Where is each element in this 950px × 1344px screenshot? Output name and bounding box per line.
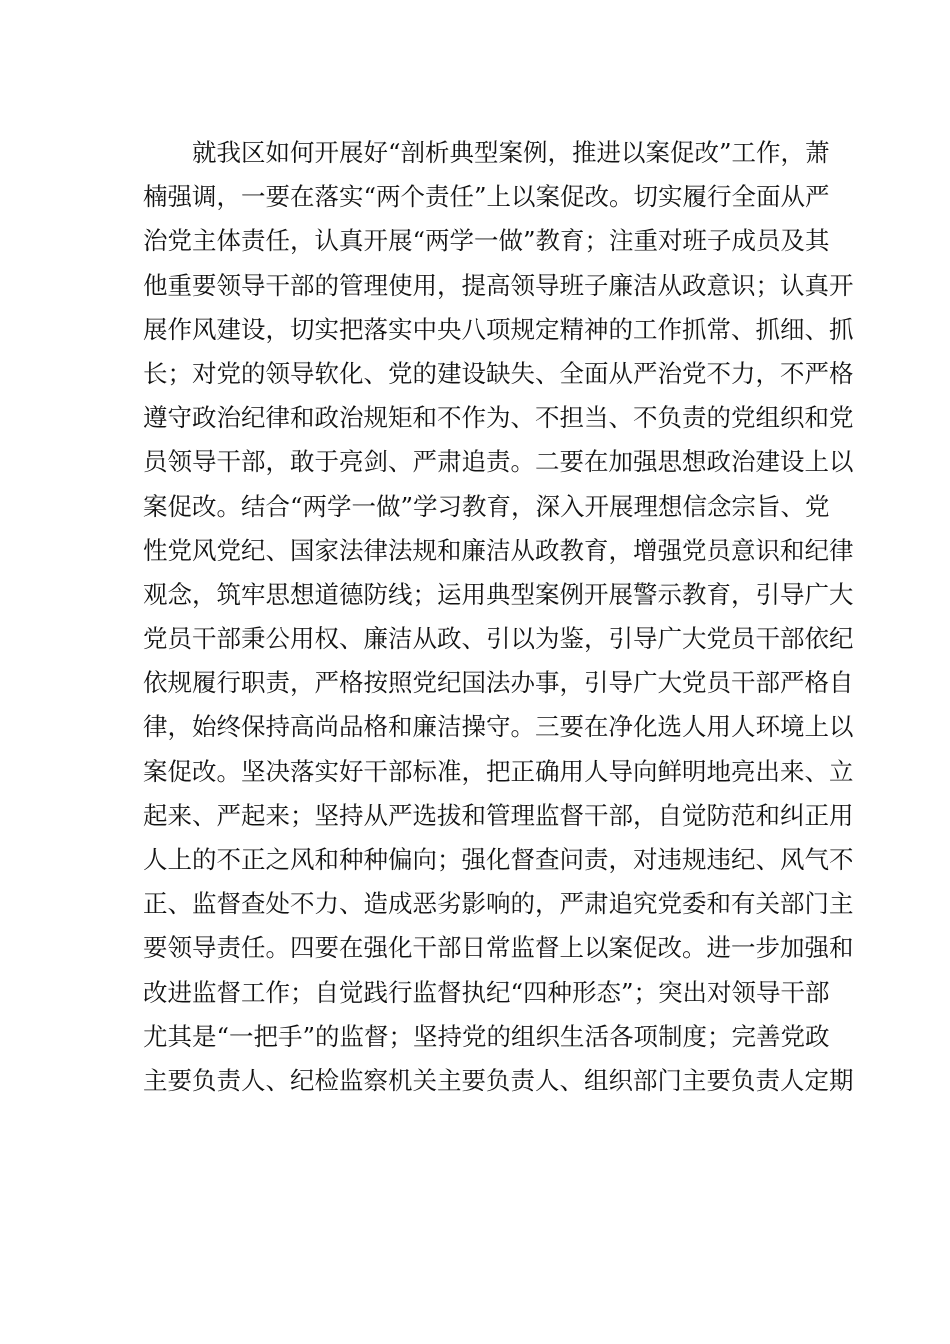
text-line: 性党风党纪、国家法律法规和廉洁从政教育，增强党员意识和纪律: [143, 535, 854, 565]
text-line: 人上的不正之风和种种偏向；强化督查问责，对违规违纪、风气不: [143, 845, 854, 874]
text-line: 党员干部秉公用权、廉洁从政、引以为鉴，引导广大党员干部依纪: [143, 624, 854, 654]
text-line: 正、监督查处不力、造成恶劣影响的，严肃追究党委和有关部门主: [143, 889, 854, 919]
text-line: 治党主体责任，认真开展“两学一做”教育；注重对班子成员及其: [143, 226, 830, 256]
text-line: 尤其是“一把手”的监督；坚持党的组织生活各项制度；完善党政: [143, 1021, 830, 1051]
text-line: 律，始终保持高尚品格和廉洁操守。三要在净化选人用人环境上以: [143, 712, 854, 742]
text-line: 起来、严起来；坚持从严选拔和管理监督干部，自觉防范和纠正用: [143, 800, 854, 830]
text-line: 遵守政治纪律和政治规矩和不作为、不担当、不负责的党组织和党: [143, 403, 854, 433]
text-line: 就我区如何开展好“剖析典型案例，推进以案促改”工作，萧: [192, 138, 830, 167]
text-line: 楠强调，一要在落实“两个责任”上以案促改。切实履行全面从严: [143, 182, 830, 212]
text-line: 长；对党的领导软化、党的建设缺失、全面从严治党不力，不严格: [143, 358, 854, 388]
text-line: 观念，筑牢思想道德防线；运用典型案例开展警示教育，引导广大: [143, 579, 854, 609]
text-line: 依规履行职责，严格按照党纪国法办事，引导广大党员干部严格自: [143, 668, 854, 698]
text-line: 案促改。坚决落实好干部标准，把正确用人导向鲜明地亮出来、立: [143, 756, 854, 786]
body-paragraph: [143, 131, 854, 1103]
text-line: 案促改。结合“两学一做”学习教育，深入开展理想信念宗旨、党: [143, 491, 830, 521]
text-line: 员领导干部，敢于亮剑、严肃追责。二要在加强思想政治建设上以: [143, 447, 854, 477]
text-line: 他重要领导干部的管理使用，提高领导班子廉洁从政意识；认真开: [143, 270, 854, 300]
text-line: 主要负责人、纪检监察机关主要负责人、组织部门主要负责人定期: [143, 1065, 854, 1095]
text-line: 展作风建设，切实把落实中央八项规定精神的工作抓常、抓细、抓: [143, 314, 854, 344]
text-line: 改进监督工作；自觉践行监督执纪“四种形态”；突出对领导干部: [143, 977, 830, 1007]
text-line: 要领导责任。四要在强化干部日常监督上以案促改。进一步加强和: [143, 933, 854, 963]
